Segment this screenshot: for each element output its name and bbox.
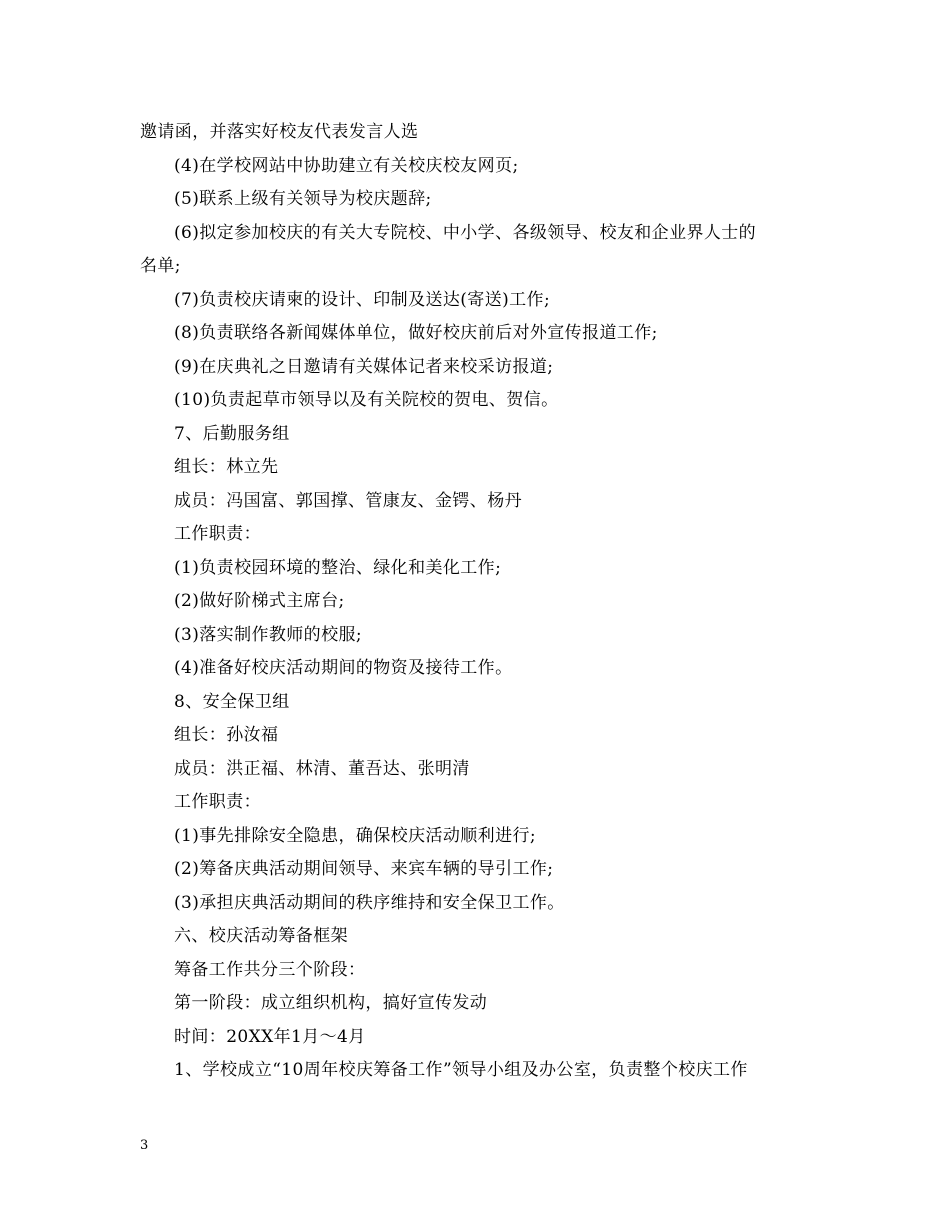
text-line: (9)在庆典礼之日邀请有关媒体记者来校采访报道; — [174, 356, 554, 377]
text-line: (6)拟定参加校庆的有关大专院校、中小学、各级领导、校友和企业界人士的 — [174, 222, 757, 243]
text-line: (3)承担庆典活动期间的秩序维持和安全保卫工作。 — [174, 892, 565, 913]
text-line: (4)在学校网站中协助建立有关校庆校友网页; — [174, 155, 519, 176]
document-body — [140, 116, 820, 1088]
text-line: 组长：林立先 — [174, 457, 279, 477]
text-line: (1)负责校园环境的整治、绿化和美化工作; — [174, 557, 502, 578]
text-line: 成员：洪正福、林清、董吾达、张明清 — [174, 758, 470, 779]
text-line: 8、安全保卫组 — [174, 691, 290, 712]
text-line: 时间：20XX年1月～4月 — [174, 1026, 366, 1047]
text-line: 工作职责： — [174, 524, 261, 544]
text-line: 名单; — [140, 256, 181, 276]
text-line: 7、后勤服务组 — [174, 423, 290, 444]
text-line: 工作职责： — [174, 792, 261, 812]
text-line: 1、学校成立“10周年校庆筹备工作”领导小组及办公室，负责整个校庆工作 — [174, 1060, 748, 1080]
text-line: (2)筹备庆典活动期间领导、来宾车辆的导引工作; — [174, 859, 554, 879]
text-line: (10)负责起草市领导以及有关院校的贺电、贺信。 — [174, 390, 559, 410]
text-line: 组长：孙汝福 — [174, 725, 279, 745]
text-line: (4)准备好校庆活动期间的物资及接待工作。 — [174, 658, 513, 678]
page-number: 3 — [140, 1138, 149, 1153]
text-line: 筹备工作共分三个阶段： — [174, 959, 366, 980]
text-line: 第一阶段：成立组织机构，搞好宣传发动 — [174, 993, 488, 1013]
text-line: 成员：冯国富、郭国撑、管康友、金锷、杨丹 — [174, 490, 522, 511]
text-line: (8)负责联络各新闻媒体单位，做好校庆前后对外宣传报道工作; — [174, 323, 658, 343]
text-line: (2)做好阶梯式主席台; — [174, 591, 345, 611]
text-line: (1)事先排除安全隐患，确保校庆活动顺利进行; — [174, 825, 537, 846]
text-line: (7)负责校庆请柬的设计、印制及送达(寄送)工作; — [174, 289, 551, 310]
text-line: 六、校庆活动筹备框架 — [174, 926, 348, 946]
text-line: (3)落实制作教师的校服; — [174, 624, 363, 645]
text-line: 邀请函，并落实好校友代表发言人选 — [140, 122, 419, 142]
text-line: (5)联系上级有关领导为校庆题辞; — [174, 189, 432, 209]
